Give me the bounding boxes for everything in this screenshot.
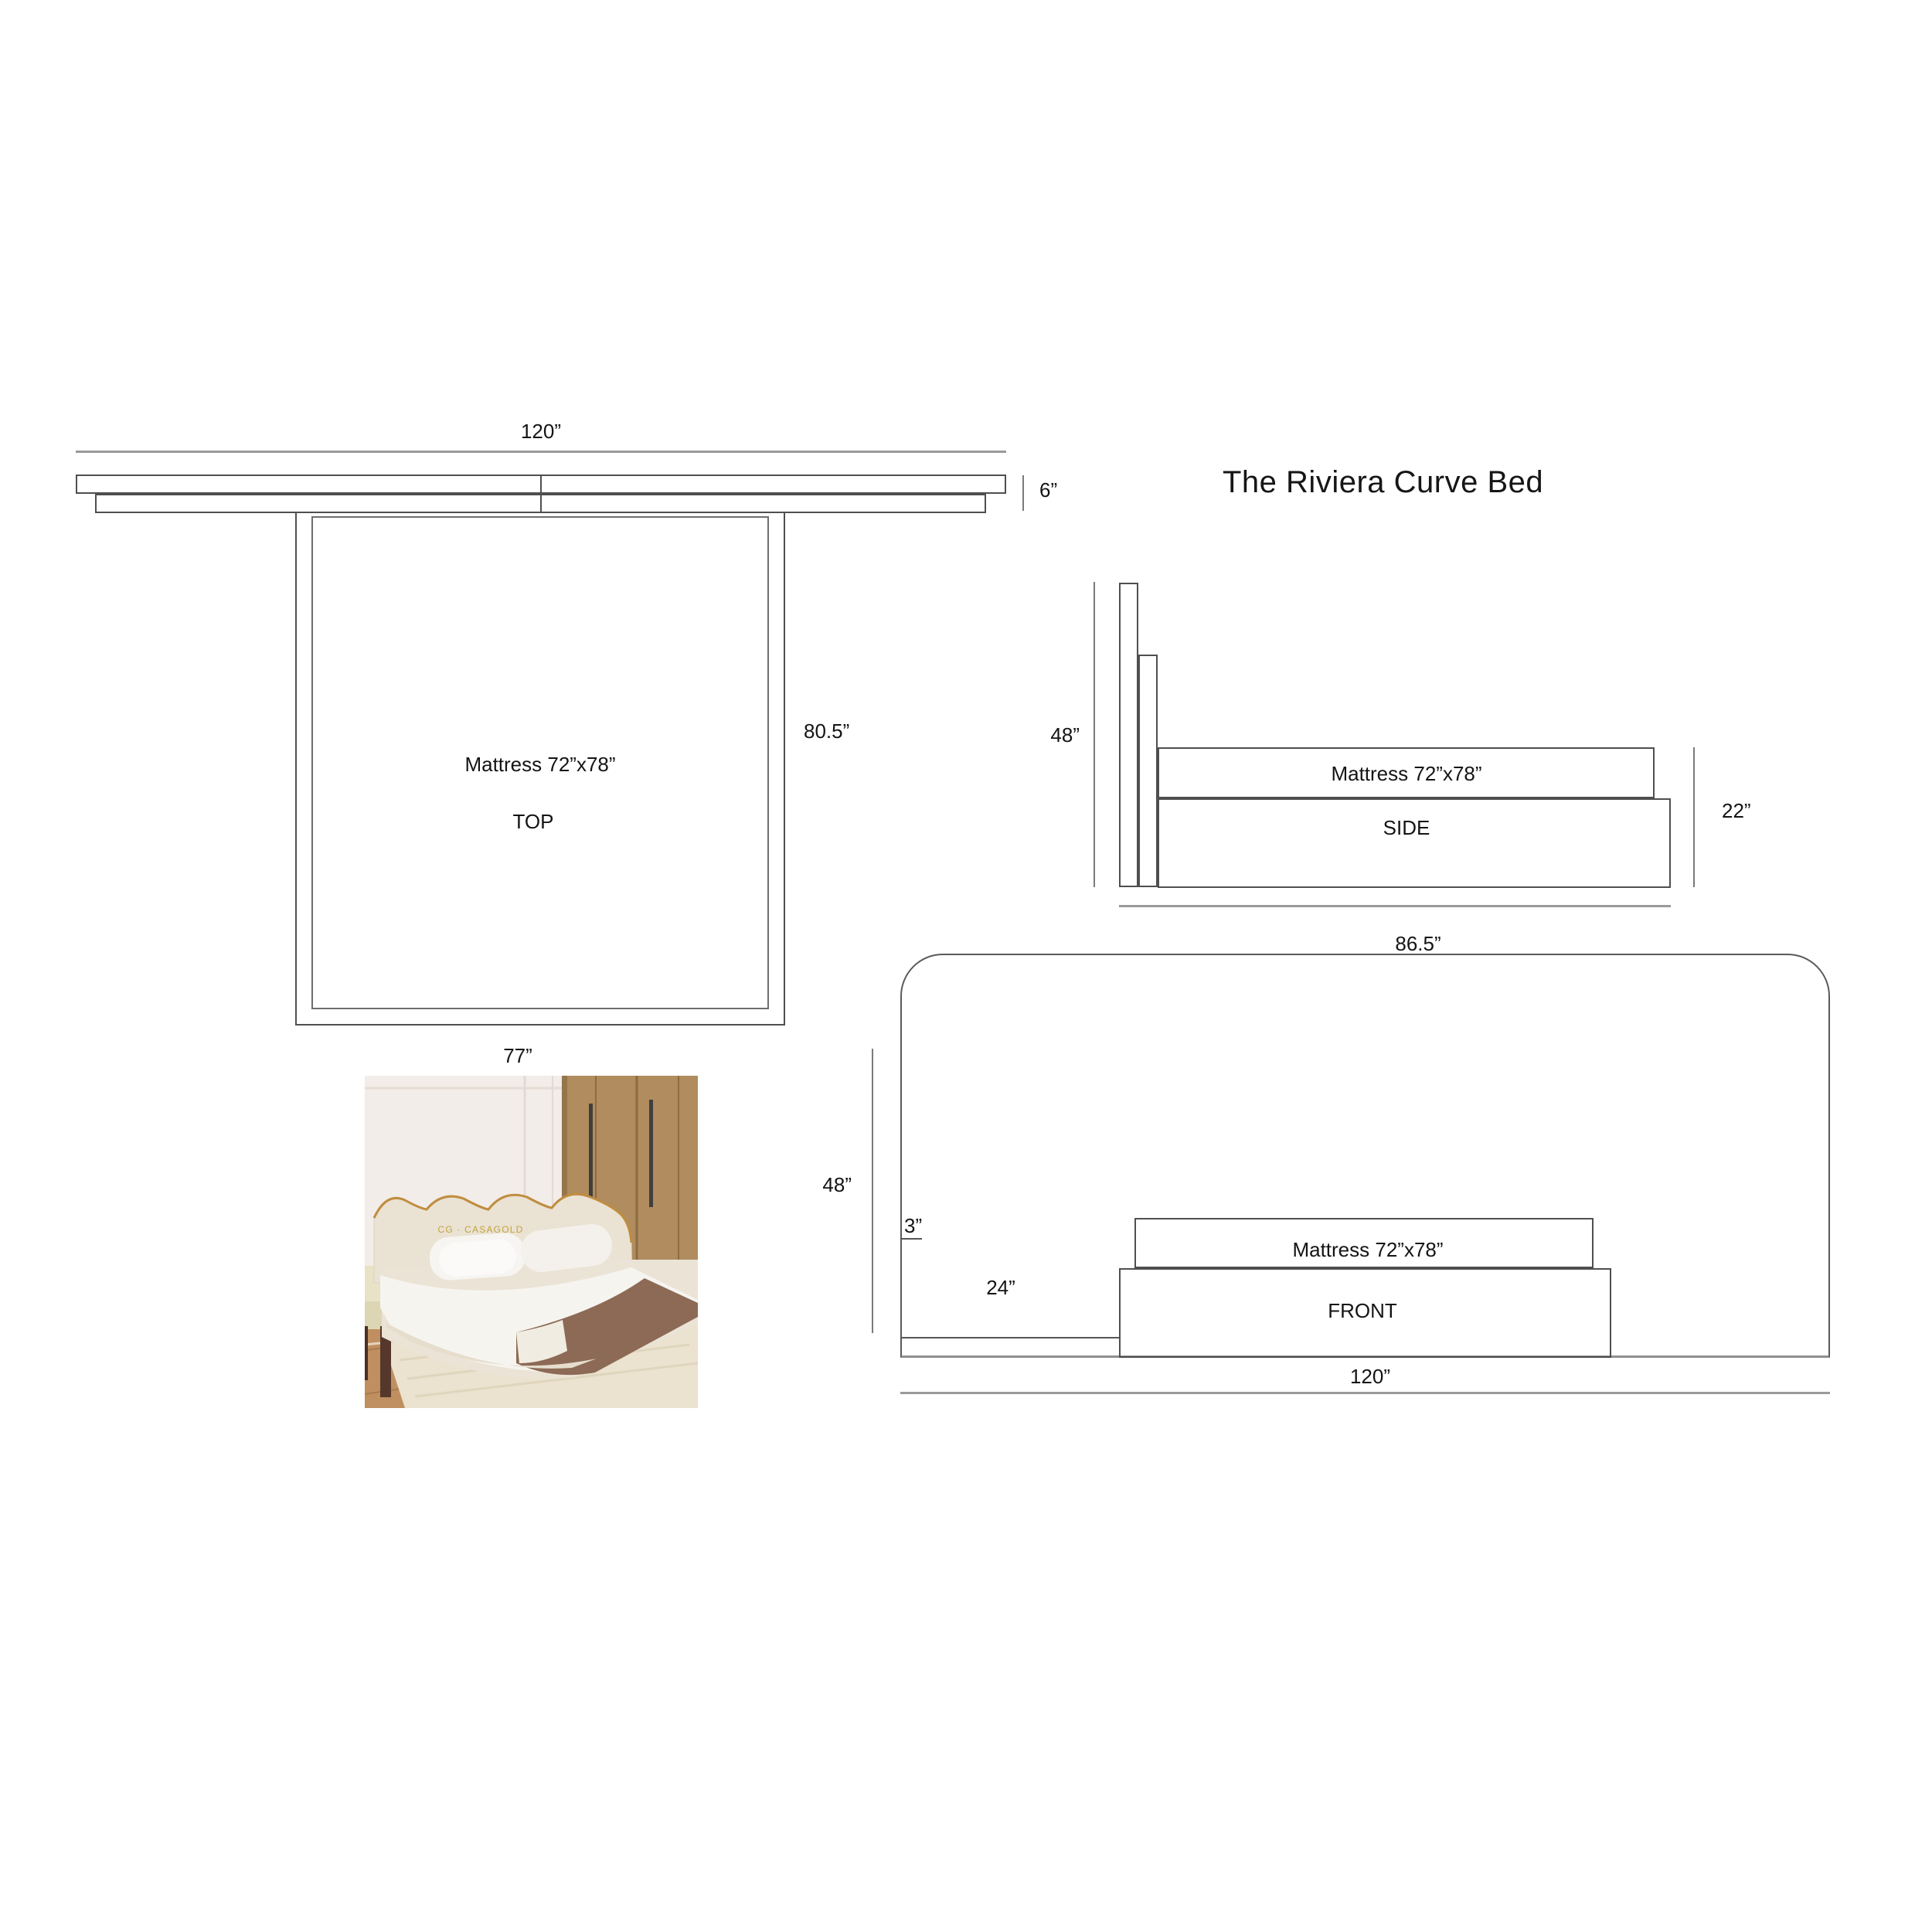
page-title: The Riviera Curve Bed — [1223, 465, 1544, 499]
photo-brand-logo: CG · CASAGOLD — [437, 1224, 524, 1235]
side-view-mattress-label: Mattress 72”x78” — [1331, 762, 1482, 785]
side-view-base-outline — [1158, 798, 1671, 888]
front-view-mattress-label: Mattress 72”x78” — [1292, 1238, 1444, 1261]
top-view-frame-width-dim-label: 77” — [503, 1044, 532, 1067]
side-view-label: SIDE — [1383, 816, 1430, 839]
top-view-headboard-outer-bar-center-seam — [540, 474, 542, 494]
top-view-mattress-label: Mattress 72”x78” — [464, 753, 616, 776]
side-view-headboard-outer-panel — [1119, 583, 1138, 887]
front-view-side-extension-dim-label: 24” — [986, 1276, 1015, 1299]
front-view-height-dim-label: 48” — [822, 1173, 852, 1196]
front-view-plinth-line — [900, 1337, 1119, 1338]
photo-wardrobe-handle-left — [589, 1104, 593, 1207]
side-view-platform-height-dim-label: 22” — [1722, 799, 1751, 822]
side-view-depth-dim-line — [1119, 905, 1671, 907]
front-view-trim-dim-label: 3” — [904, 1214, 923, 1237]
top-view-headboard-inner-bar-center-seam — [540, 494, 542, 513]
photo-wardrobe-handle-right — [649, 1100, 653, 1207]
top-view-overall-width-dim-line — [76, 451, 1006, 453]
top-view-overall-width-dim-label: 120” — [520, 420, 562, 443]
front-view-overall-width-dim-label: 120” — [1349, 1365, 1391, 1388]
top-view-headboard-thickness-dim-line — [1022, 475, 1024, 511]
side-view-height-dim-label: 48” — [1050, 723, 1080, 747]
front-view-trim-dim-tick — [900, 1238, 922, 1240]
top-view-headboard-thickness-dim-label: 6” — [1039, 478, 1058, 502]
side-view-platform-height-dim-line — [1693, 747, 1695, 887]
side-view-depth-dim-label: 86.5” — [1395, 932, 1441, 955]
top-view-length-dim-label: 80.5” — [804, 719, 850, 743]
side-view-headboard-inner-panel — [1138, 655, 1158, 887]
front-view-height-dim-line — [872, 1049, 873, 1333]
front-view-overall-width-dim-line — [900, 1392, 1830, 1394]
side-view-height-dim-line — [1094, 582, 1095, 887]
front-view-label: FRONT — [1328, 1299, 1397, 1322]
top-view-label: TOP — [512, 810, 554, 833]
bed-photo — [365, 1076, 698, 1408]
bed-photo-illustration — [365, 1076, 698, 1408]
